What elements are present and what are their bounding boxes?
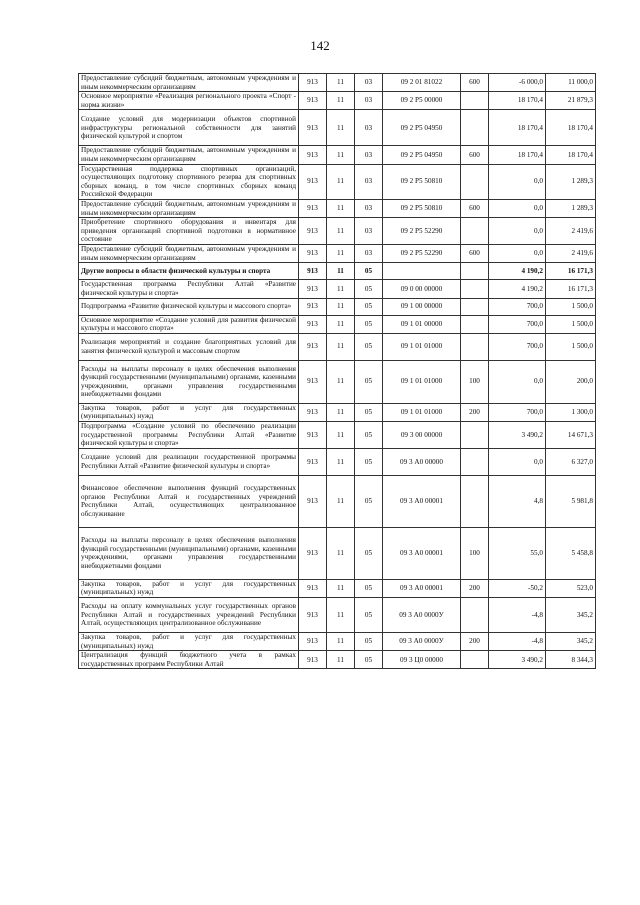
row-name: Другие вопросы в области физической культуры и спорта bbox=[79, 263, 299, 280]
subsection-code: 05 bbox=[355, 360, 383, 403]
ministry-code: 913 bbox=[299, 110, 327, 146]
total-amount: 200,0 bbox=[546, 360, 596, 403]
expense-type bbox=[461, 421, 489, 448]
section-code: 11 bbox=[327, 74, 355, 92]
change-amount: 700,0 bbox=[489, 315, 546, 333]
ministry-code: 913 bbox=[299, 92, 327, 110]
target-article: 09 3 А0 00001 bbox=[383, 527, 461, 579]
section-code: 11 bbox=[327, 280, 355, 298]
subsection-code: 05 bbox=[355, 298, 383, 315]
budget-table bbox=[78, 73, 596, 669]
target-article: 09 0 00 00000 bbox=[383, 280, 461, 298]
row-name: Реализация мероприятий и создание благоприятных условий для занятия физической культурой и массовым спортом bbox=[79, 333, 299, 360]
expense-type bbox=[461, 598, 489, 633]
row-name: Предоставление субсидий бюджетным, автономным учреждениям и иным некоммерческим организациям bbox=[79, 146, 299, 164]
total-amount: 1 289,3 bbox=[546, 199, 596, 217]
expense-type bbox=[461, 263, 489, 280]
change-amount: 3 490,2 bbox=[489, 421, 546, 448]
ministry-code: 913 bbox=[299, 315, 327, 333]
table-row bbox=[79, 333, 596, 360]
subsection-code: 03 bbox=[355, 245, 383, 263]
total-amount: 21 879,3 bbox=[546, 92, 596, 110]
subsection-code: 05 bbox=[355, 280, 383, 298]
subsection-code: 03 bbox=[355, 92, 383, 110]
section-code: 11 bbox=[327, 164, 355, 199]
table-row bbox=[79, 360, 596, 403]
expense-type: 600 bbox=[461, 199, 489, 217]
total-amount: 18 170,4 bbox=[546, 110, 596, 146]
expense-type bbox=[461, 92, 489, 110]
ministry-code: 913 bbox=[299, 527, 327, 579]
table-row bbox=[79, 218, 596, 245]
target-article: 09 2 P5 50810 bbox=[383, 199, 461, 217]
table-row bbox=[79, 403, 596, 421]
row-name: Основное мероприятие «Создание условий для развития физической культуры и массового спорта» bbox=[79, 315, 299, 333]
ministry-code: 913 bbox=[299, 199, 327, 217]
ministry-code: 913 bbox=[299, 651, 327, 669]
expense-type bbox=[461, 333, 489, 360]
subsection-code: 05 bbox=[355, 527, 383, 579]
section-code: 11 bbox=[327, 598, 355, 633]
subsection-code: 05 bbox=[355, 333, 383, 360]
ministry-code: 913 bbox=[299, 421, 327, 448]
change-amount: 700,0 bbox=[489, 333, 546, 360]
table-row bbox=[79, 245, 596, 263]
subsection-code: 05 bbox=[355, 315, 383, 333]
target-article: 09 1 00 00000 bbox=[383, 298, 461, 315]
row-name: Закупка товаров, работ и услуг для государственных (муниципальных) нужд bbox=[79, 403, 299, 421]
expense-type bbox=[461, 110, 489, 146]
table-row bbox=[79, 421, 596, 448]
change-amount: -6 000,0 bbox=[489, 74, 546, 92]
target-article: 09 3 А0 00000 bbox=[383, 448, 461, 475]
subsection-code: 05 bbox=[355, 421, 383, 448]
section-code: 11 bbox=[327, 315, 355, 333]
table-row bbox=[79, 164, 596, 199]
table-row bbox=[79, 598, 596, 633]
ministry-code: 913 bbox=[299, 579, 327, 597]
table-row bbox=[79, 475, 596, 527]
total-amount: 1 500,0 bbox=[546, 315, 596, 333]
target-article: 09 2 P5 00000 bbox=[383, 92, 461, 110]
table-row bbox=[79, 74, 596, 92]
change-amount: 4 190,2 bbox=[489, 263, 546, 280]
ministry-code: 913 bbox=[299, 298, 327, 315]
total-amount: 345,2 bbox=[546, 598, 596, 633]
total-amount: 8 344,3 bbox=[546, 651, 596, 669]
row-name: Расходы на выплаты персоналу в целях обеспечения выполнения функций государственными (муниципальными) органами, казенными учреждениями, органами управления государственными внебюджетными фондами bbox=[79, 527, 299, 579]
target-article: 09 3 00 00000 bbox=[383, 421, 461, 448]
section-code: 11 bbox=[327, 475, 355, 527]
section-code: 11 bbox=[327, 146, 355, 164]
change-amount: 700,0 bbox=[489, 298, 546, 315]
section-code: 11 bbox=[327, 360, 355, 403]
ministry-code: 913 bbox=[299, 448, 327, 475]
ministry-code: 913 bbox=[299, 146, 327, 164]
expense-type bbox=[461, 218, 489, 245]
table-row bbox=[79, 651, 596, 669]
expense-type: 200 bbox=[461, 633, 489, 651]
section-code: 11 bbox=[327, 333, 355, 360]
section-code: 11 bbox=[327, 527, 355, 579]
row-name: Создание условий для модернизации объектов спортивной инфраструктуры региональной собственности для занятий физической культурой и спортом bbox=[79, 110, 299, 146]
ministry-code: 913 bbox=[299, 598, 327, 633]
table-row bbox=[79, 146, 596, 164]
expense-type bbox=[461, 298, 489, 315]
section-code: 11 bbox=[327, 92, 355, 110]
page-number: 142 bbox=[310, 38, 330, 53]
target-article: 09 1 01 01000 bbox=[383, 403, 461, 421]
expense-type: 600 bbox=[461, 245, 489, 263]
subsection-code: 05 bbox=[355, 263, 383, 280]
total-amount: 18 170,4 bbox=[546, 146, 596, 164]
expense-type: 200 bbox=[461, 579, 489, 597]
row-name: Государственная программа Республики Алтай «Развитие физической культуры и спорта» bbox=[79, 280, 299, 298]
expense-type bbox=[461, 651, 489, 669]
ministry-code: 913 bbox=[299, 333, 327, 360]
target-article: 09 1 01 01000 bbox=[383, 360, 461, 403]
row-name: Предоставление субсидий бюджетным, автономным учреждениям и иным некоммерческим организациям bbox=[79, 199, 299, 217]
row-name: Централизация функций бюджетного учета в рамках государственных программ Республики Алтай bbox=[79, 651, 299, 669]
target-article: 09 3 А0 00001 bbox=[383, 579, 461, 597]
section-code: 11 bbox=[327, 579, 355, 597]
total-amount: 345,2 bbox=[546, 633, 596, 651]
row-name: Создание условий для реализации государственной программы Республики Алтай «Развитие физической культуры и спорта» bbox=[79, 448, 299, 475]
subsection-code: 05 bbox=[355, 598, 383, 633]
target-article: 09 2 P5 52290 bbox=[383, 218, 461, 245]
change-amount: -4,8 bbox=[489, 598, 546, 633]
row-name: Расходы на выплаты персоналу в целях обеспечения выполнения функций государственными (муниципальными) органами, казенными учреждениями, органами управления государственными внебюджетными фондами bbox=[79, 360, 299, 403]
section-code: 11 bbox=[327, 448, 355, 475]
total-amount: 1 500,0 bbox=[546, 298, 596, 315]
subsection-code: 05 bbox=[355, 633, 383, 651]
target-article: 09 3 Ц0 00000 bbox=[383, 651, 461, 669]
target-article: 09 3 А0 0000У bbox=[383, 633, 461, 651]
subsection-code: 05 bbox=[355, 448, 383, 475]
target-article: 09 2 P5 50810 bbox=[383, 164, 461, 199]
section-code: 11 bbox=[327, 245, 355, 263]
total-amount: 2 419,6 bbox=[546, 245, 596, 263]
table-row bbox=[79, 199, 596, 217]
target-article: 09 1 01 00000 bbox=[383, 315, 461, 333]
total-amount: 16 171,3 bbox=[546, 263, 596, 280]
change-amount: 0,0 bbox=[489, 164, 546, 199]
row-name: Основное мероприятие «Реализация регионального проекта «Спорт - норма жизни» bbox=[79, 92, 299, 110]
target-article: 09 2 P5 04950 bbox=[383, 110, 461, 146]
subsection-code: 03 bbox=[355, 199, 383, 217]
table-row bbox=[79, 110, 596, 146]
row-name: Закупка товаров, работ и услуг для государственных (муниципальных) нужд bbox=[79, 633, 299, 651]
expense-type: 600 bbox=[461, 74, 489, 92]
ministry-code: 913 bbox=[299, 475, 327, 527]
section-code: 11 bbox=[327, 651, 355, 669]
subsection-code: 05 bbox=[355, 579, 383, 597]
total-amount: 1 300,0 bbox=[546, 403, 596, 421]
change-amount: 4 190,2 bbox=[489, 280, 546, 298]
change-amount: 0,0 bbox=[489, 448, 546, 475]
row-name: Расходы на оплату коммунальных услуг государственных органов Республики Алтай и государственных учреждений Республики Алтай, осуществляющих централизованное обслуживание bbox=[79, 598, 299, 633]
ministry-code: 913 bbox=[299, 218, 327, 245]
row-name: Подпрограмма «Создание условий по обеспечению реализации государственной программы Республики Алтай «Развитие физической культуры и спорта» bbox=[79, 421, 299, 448]
table-row bbox=[79, 298, 596, 315]
total-amount: 16 171,3 bbox=[546, 280, 596, 298]
ministry-code: 913 bbox=[299, 164, 327, 199]
expense-type bbox=[461, 315, 489, 333]
target-article: 09 1 01 01000 bbox=[383, 333, 461, 360]
change-amount: 0,0 bbox=[489, 218, 546, 245]
expense-type: 600 bbox=[461, 146, 489, 164]
table-row bbox=[79, 92, 596, 110]
subsection-code: 05 bbox=[355, 475, 383, 527]
section-code: 11 bbox=[327, 263, 355, 280]
change-amount: 0,0 bbox=[489, 360, 546, 403]
subsection-code: 03 bbox=[355, 164, 383, 199]
row-name: Государственная поддержка спортивных организаций, осуществляющих подготовку спортивного резерва для спортивных сборных команд, в том числе спортивных сборных команд Российской Федерации bbox=[79, 164, 299, 199]
target-article: 09 3 А0 00001 bbox=[383, 475, 461, 527]
expense-type bbox=[461, 164, 489, 199]
change-amount: 700,0 bbox=[489, 403, 546, 421]
row-name: Предоставление субсидий бюджетным, автономным учреждениям и иным некоммерческим организациям bbox=[79, 74, 299, 92]
expense-type: 100 bbox=[461, 360, 489, 403]
change-amount: 18 170,4 bbox=[489, 92, 546, 110]
ministry-code: 913 bbox=[299, 403, 327, 421]
subsection-code: 05 bbox=[355, 651, 383, 669]
table-row bbox=[79, 315, 596, 333]
ministry-code: 913 bbox=[299, 245, 327, 263]
target-article bbox=[383, 263, 461, 280]
section-code: 11 bbox=[327, 110, 355, 146]
row-name: Финансовое обеспечение выполнения функций государственных органов Республики Алтай и государственных учреждений Республики Алтай, осуществляющих централизованное обслуживание bbox=[79, 475, 299, 527]
total-amount: 523,0 bbox=[546, 579, 596, 597]
table-row bbox=[79, 448, 596, 475]
section-code: 11 bbox=[327, 421, 355, 448]
total-amount: 1 289,3 bbox=[546, 164, 596, 199]
section-code: 11 bbox=[327, 403, 355, 421]
section-code: 11 bbox=[327, 298, 355, 315]
table-row bbox=[79, 280, 596, 298]
change-amount: -4,8 bbox=[489, 633, 546, 651]
subsection-code: 03 bbox=[355, 146, 383, 164]
change-amount: 18 170,4 bbox=[489, 146, 546, 164]
target-article: 09 3 А0 0000У bbox=[383, 598, 461, 633]
total-amount: 5 981,8 bbox=[546, 475, 596, 527]
ministry-code: 913 bbox=[299, 263, 327, 280]
change-amount: 3 490,2 bbox=[489, 651, 546, 669]
total-amount: 14 671,3 bbox=[546, 421, 596, 448]
target-article: 09 2 P5 52290 bbox=[383, 245, 461, 263]
total-amount: 11 000,0 bbox=[546, 74, 596, 92]
expense-type bbox=[461, 448, 489, 475]
table-row bbox=[79, 263, 596, 280]
ministry-code: 913 bbox=[299, 360, 327, 403]
total-amount: 2 419,6 bbox=[546, 218, 596, 245]
change-amount: -50,2 bbox=[489, 579, 546, 597]
total-amount: 6 327,0 bbox=[546, 448, 596, 475]
change-amount: 0,0 bbox=[489, 199, 546, 217]
table-row bbox=[79, 527, 596, 579]
row-name: Предоставление субсидий бюджетным, автономным учреждениям и иным некоммерческим организациям bbox=[79, 245, 299, 263]
section-code: 11 bbox=[327, 199, 355, 217]
section-code: 11 bbox=[327, 218, 355, 245]
subsection-code: 03 bbox=[355, 110, 383, 146]
row-name: Закупка товаров, работ и услуг для государственных (муниципальных) нужд bbox=[79, 579, 299, 597]
subsection-code: 05 bbox=[355, 403, 383, 421]
ministry-code: 913 bbox=[299, 74, 327, 92]
change-amount: 4,8 bbox=[489, 475, 546, 527]
table-row bbox=[79, 633, 596, 651]
ministry-code: 913 bbox=[299, 280, 327, 298]
row-name: Приобретение спортивного оборудования и инвентаря для приведения организаций спортивной подготовки в нормативное состояние bbox=[79, 218, 299, 245]
expense-type: 200 bbox=[461, 403, 489, 421]
expense-type: 100 bbox=[461, 527, 489, 579]
change-amount: 18 170,4 bbox=[489, 110, 546, 146]
target-article: 09 2 01 81022 bbox=[383, 74, 461, 92]
ministry-code: 913 bbox=[299, 633, 327, 651]
target-article: 09 2 P5 04950 bbox=[383, 146, 461, 164]
total-amount: 1 500,0 bbox=[546, 333, 596, 360]
change-amount: 0,0 bbox=[489, 245, 546, 263]
total-amount: 5 458,8 bbox=[546, 527, 596, 579]
expense-type bbox=[461, 280, 489, 298]
table-row bbox=[79, 579, 596, 597]
section-code: 11 bbox=[327, 633, 355, 651]
subsection-code: 03 bbox=[355, 218, 383, 245]
change-amount: 55,0 bbox=[489, 527, 546, 579]
row-name: Подпрограмма «Развитие физической культуры и массового спорта» bbox=[79, 298, 299, 315]
expense-type bbox=[461, 475, 489, 527]
subsection-code: 03 bbox=[355, 74, 383, 92]
